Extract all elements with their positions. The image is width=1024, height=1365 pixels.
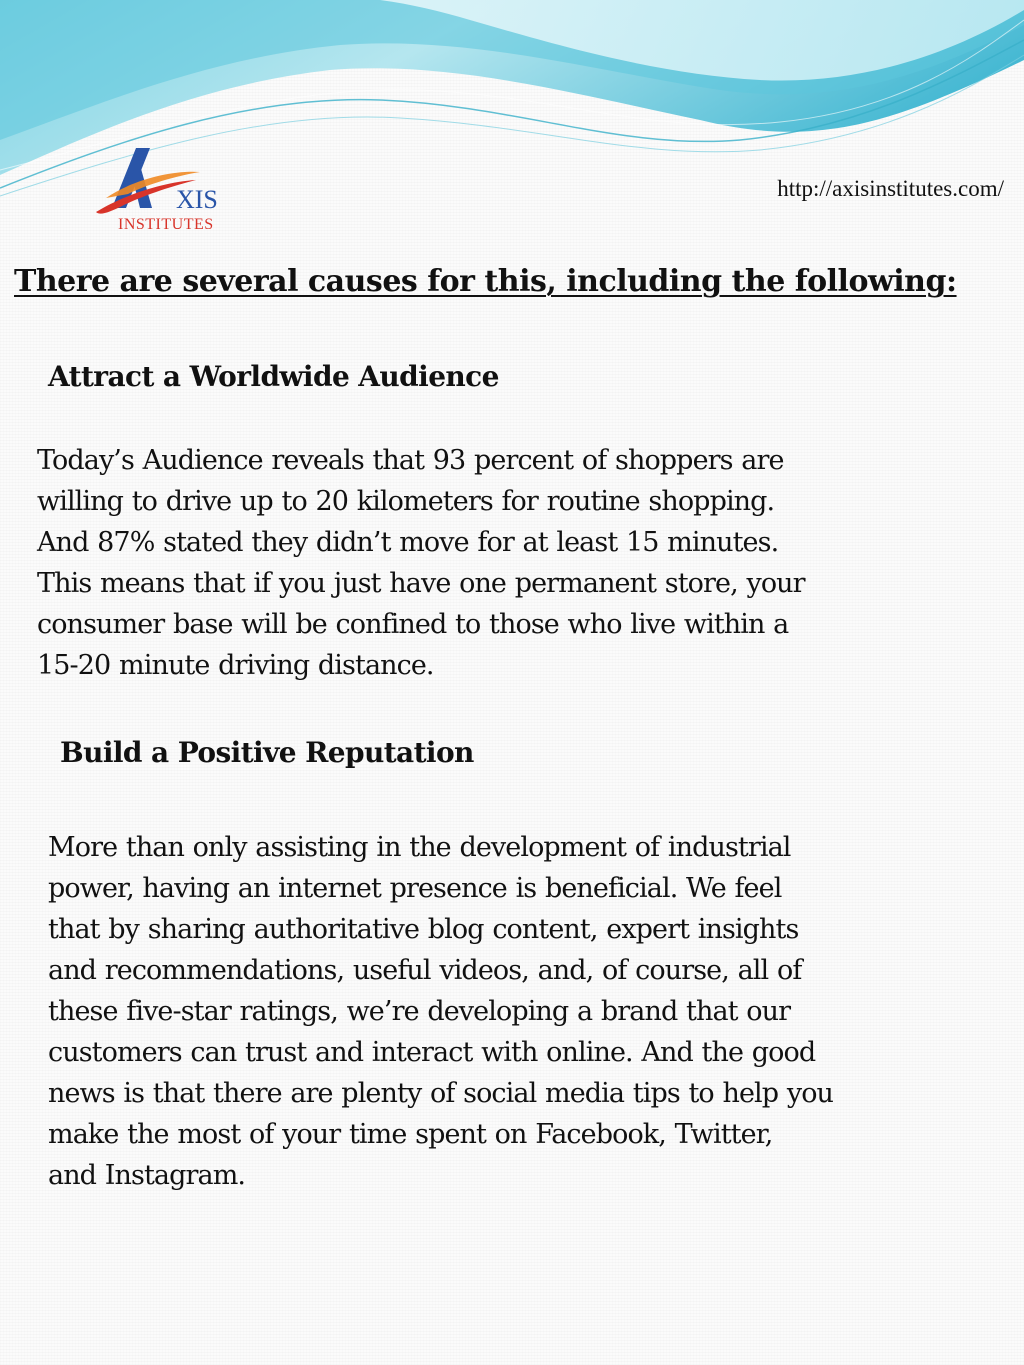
logo-word: XIS bbox=[176, 185, 218, 214]
paragraph-line: This means that if you just have one permanent store, your bbox=[37, 568, 805, 599]
paragraph-line: these five-star ratings, we’re developing a brand that our bbox=[48, 996, 791, 1027]
paragraph-line: power, having an internet presence is beneficial. We feel bbox=[48, 873, 782, 904]
paragraph-line: that by sharing authoritative blog content, expert insights bbox=[48, 914, 799, 945]
paragraph-line: consumer base will be confined to those who live within a bbox=[37, 609, 789, 640]
paragraph-line: 15-20 minute driving distance. bbox=[37, 650, 434, 681]
paragraph-positive-reputation bbox=[48, 827, 833, 1196]
logo-graphic bbox=[92, 146, 232, 234]
paragraph-worldwide-audience bbox=[37, 440, 805, 686]
website-url-link[interactable]: http://axisinstitutes.com/ bbox=[777, 176, 1004, 201]
section-title-worldwide-audience: Attract a Worldwide Audience bbox=[48, 360, 499, 393]
paragraph-line: and Instagram. bbox=[48, 1160, 246, 1191]
logo-subtitle: INSTITUTES bbox=[118, 216, 214, 233]
paragraph-line: and recommendations, useful videos, and, of course, all of bbox=[48, 955, 802, 986]
paragraph-line: make the most of your time spent on Facebook, Twitter, bbox=[48, 1119, 773, 1150]
paragraph-line: And 87% stated they didn’t move for at least 15 minutes. bbox=[37, 527, 779, 558]
axis-institutes-logo[interactable] bbox=[92, 146, 232, 234]
section-title-positive-reputation: Build a Positive Reputation bbox=[60, 736, 474, 769]
paragraph-line: customers can trust and interact with online. And the good bbox=[48, 1037, 816, 1068]
paragraph-line: Today’s Audience reveals that 93 percent of shoppers are bbox=[37, 445, 784, 476]
paragraph-line: news is that there are plenty of social media tips to help you bbox=[48, 1078, 834, 1109]
paragraph-line: willing to drive up to 20 kilometers for routine shopping. bbox=[37, 486, 775, 517]
paragraph-line: More than only assisting in the development of industrial bbox=[48, 832, 791, 863]
page-heading: There are several causes for this, including the following: bbox=[14, 264, 957, 299]
